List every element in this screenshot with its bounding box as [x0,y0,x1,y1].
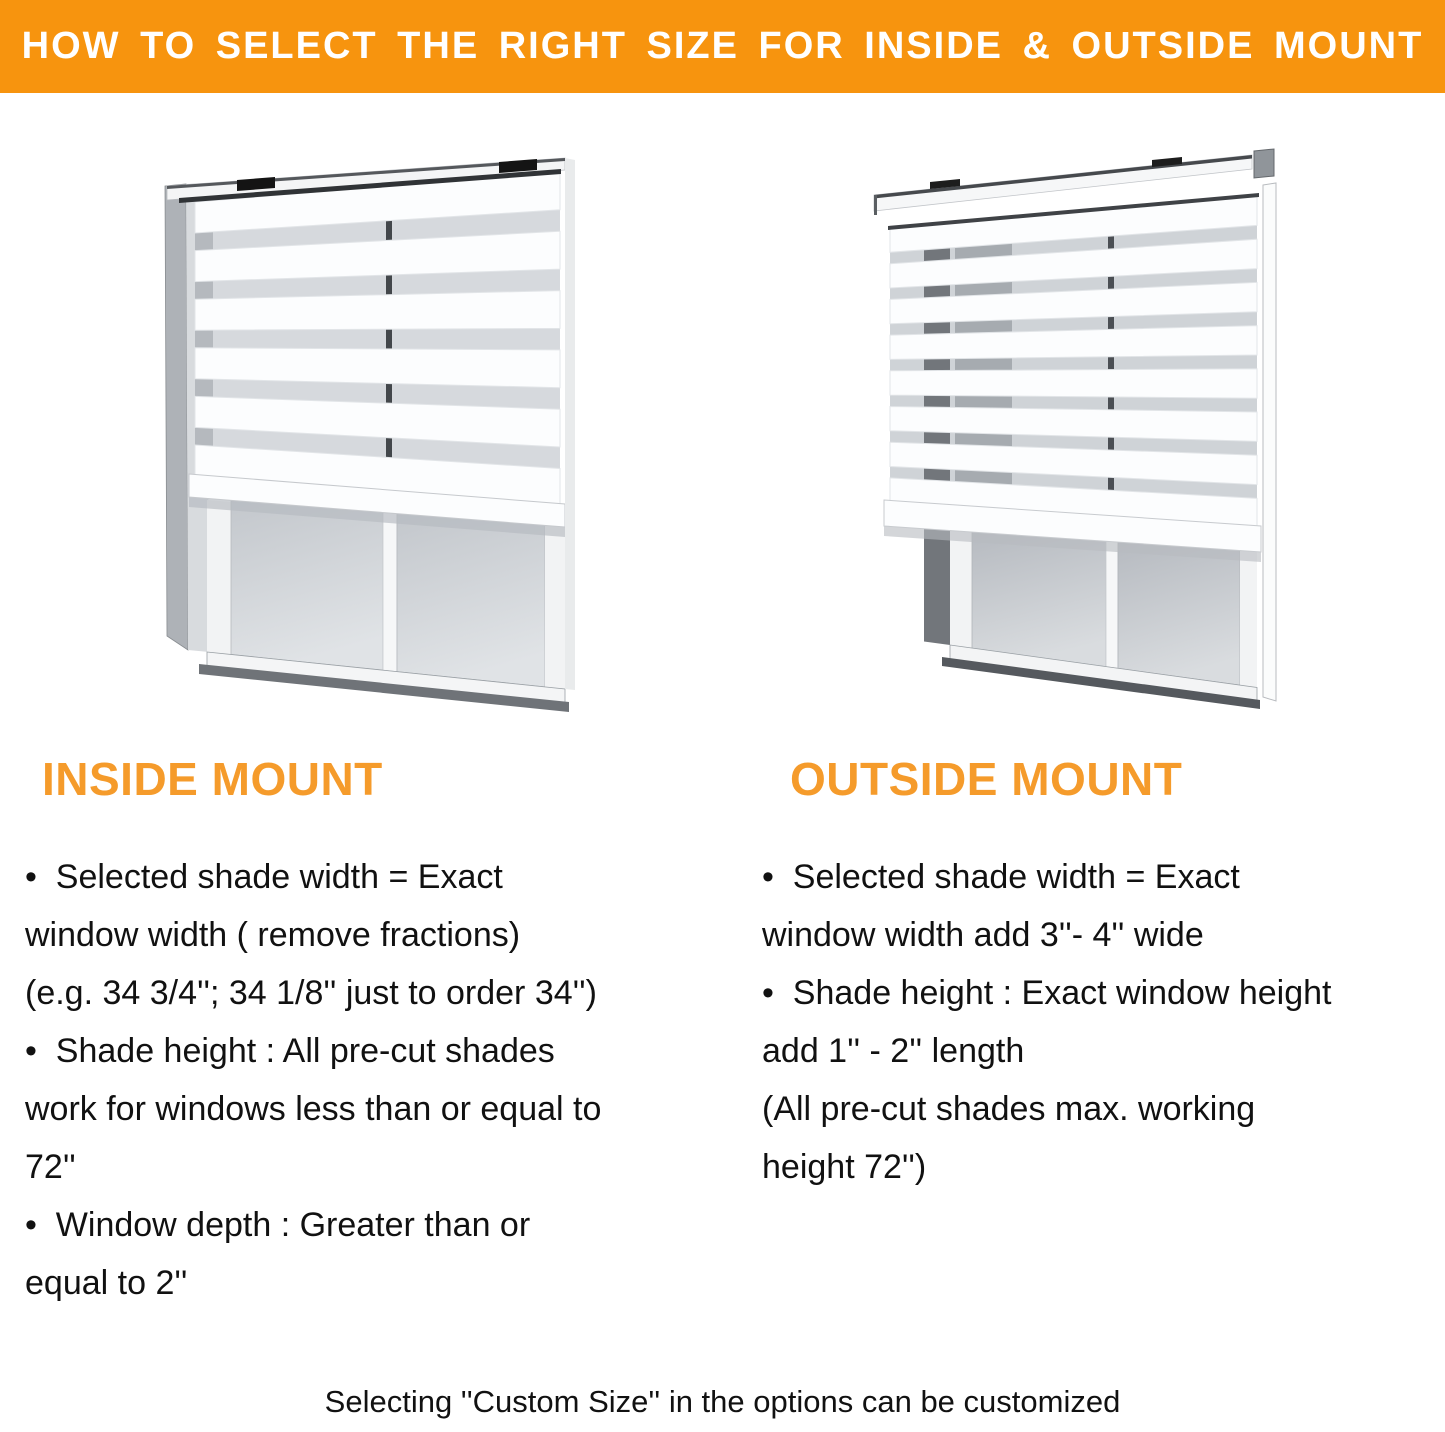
header-title: HOW TO SELECT THE RIGHT SIZE FOR INSIDE & OUTSIDE MOUNT [21,25,1424,67]
instruction-line: add 1'' - 2'' length [762,1032,1025,1070]
instruction-line: equal to 2'' [25,1264,188,1302]
inside-mount-heading: INSIDE MOUNT [42,753,383,805]
outside-mount-instructions [762,848,1432,1196]
instruction-line: window width ( remove fractions) [25,916,521,954]
inside-mount-illustration [155,150,575,725]
instruction-line: • Shade height : Exact window height [762,974,1332,1012]
instruction-line: height 72'') [762,1148,927,1186]
instruction-line: 72'' [25,1148,76,1186]
outside-mount-section [762,752,1432,1196]
instruction-line: (All pre-cut shades max. working [762,1090,1256,1128]
outside-mount-heading: OUTSIDE MOUNT [790,753,1183,805]
instruction-line: • Shade height : All pre-cut shades [25,1032,555,1070]
inside-mount-instructions [25,848,735,1312]
outside-mount-illustration [860,145,1310,730]
window-right-frame-strip [1263,183,1276,701]
outside-mount-window-drawing [860,145,1310,730]
footer-note: Selecting ''Custom Size'' in the options can be customized [324,1384,1121,1419]
instruction-line: window width add 3''- 4'' wide [762,916,1204,954]
bracket-end-cap [1254,149,1274,178]
instruction-line: (e.g. 34 3/4''; 34 1/8'' just to order 34'') [25,974,597,1012]
inside-mount-section [25,752,735,1312]
instruction-line: work for windows less than or equal to [25,1090,602,1128]
header-banner [0,0,1445,93]
instruction-line: • Window depth : Greater than or [25,1206,531,1244]
instruction-line: • Selected shade width = Exact [25,858,503,896]
inside-mount-window-drawing [155,150,575,725]
instruction-line: • Selected shade width = Exact [762,858,1240,896]
